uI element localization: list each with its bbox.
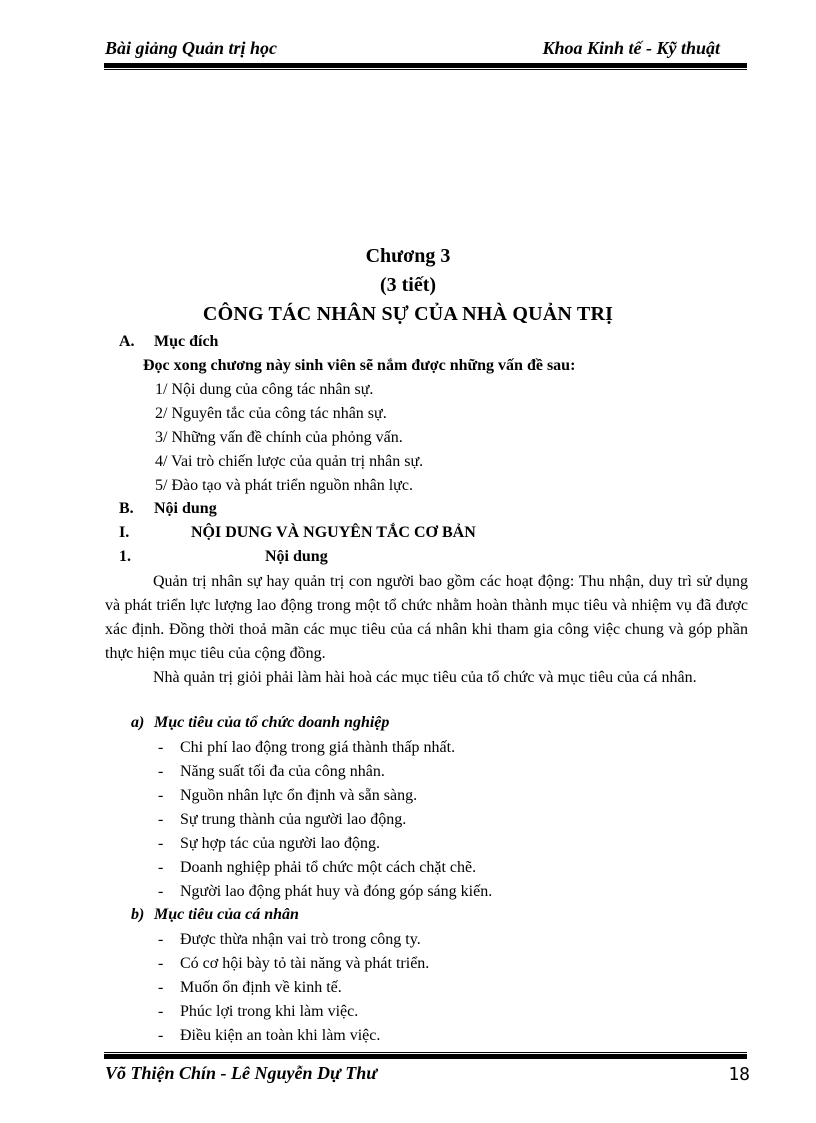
objective-item: 3/ Những vấn đề chính của phỏng vấn. [155, 429, 403, 446]
dash-bullet: - [158, 787, 164, 804]
footer-authors: Võ Thiện Chín - Lê Nguyễn Dự Thư [105, 1063, 378, 1083]
subsection-1-marker: 1. [119, 548, 131, 565]
dash-bullet: - [158, 835, 164, 852]
objective-item: 2/ Nguyên tắc của công tác nhân sự. [155, 405, 387, 422]
objective-item: 1/ Nội dung của công tác nhân sự. [155, 381, 374, 398]
list-item: Điều kiện an toàn khi làm việc. [180, 1027, 381, 1044]
dash-bullet: - [158, 763, 164, 780]
section-a-marker: A. [119, 333, 135, 350]
chapter-number: Chương 3 [365, 245, 451, 267]
list-item: Chi phí lao động trong giá thành thấp nhất. [180, 739, 456, 756]
subsection-1-heading: Nội dung [265, 548, 328, 565]
list-b-heading: Mục tiêu của cá nhân [154, 906, 299, 923]
list-item: Doanh nghiệp phải tổ chức một cách chặt chẽ. [180, 859, 477, 876]
list-item: Nguồn nhân lực ổn định và sẵn sàng. [180, 787, 418, 804]
list-item: Được thừa nhận vai trò trong công ty. [180, 931, 421, 948]
paragraph-text: Quản trị nhân sự hay quản trị con người bao gồm các hoạt động: Thu nhận, duy trì sử dụng và phát triển lực lượng lao động trong một tổ chức nhằm hoàn thành mục tiêu và nhiệm vụ đã được xác định. Đồng thời thoả mãn các mục tiêu của cá nhân khi tham gia công việc chung và góp phần thực hiện mục tiêu của cộng đồng. [105, 573, 748, 662]
body-paragraph-1 [105, 570, 748, 666]
part-i-heading: NỘI DUNG VÀ NGUYÊN TẮC CƠ BẢN [191, 524, 476, 541]
paragraph-text: Nhà quản trị giỏi phải làm hài hoà các mục tiêu của tổ chức và mục tiêu của cá nhân. [153, 669, 697, 686]
part-i-marker: I. [119, 524, 130, 541]
section-b-marker: B. [119, 500, 134, 517]
dash-bullet: - [158, 859, 164, 876]
header-divider-thick [104, 63, 747, 68]
body-paragraph-2 [105, 666, 748, 690]
list-item: Có cơ hội bày tỏ tài năng và phát triển. [180, 955, 430, 972]
objective-item: 5/ Đào tạo và phát triển nguồn nhân lực. [155, 477, 413, 494]
dash-bullet: - [158, 931, 164, 948]
list-item: Muốn ổn định về kinh tế. [180, 979, 342, 996]
header-faculty: Khoa Kinh tế - Kỹ thuật [542, 38, 720, 58]
dash-bullet: - [158, 883, 164, 900]
list-a-marker: a) [131, 714, 145, 731]
list-item: Người lao động phát huy và đóng góp sáng kiến. [180, 883, 493, 900]
list-a-heading: Mục tiêu của tổ chức doanh nghiệp [154, 714, 390, 731]
page-number: 18 [728, 1064, 750, 1085]
list-item: Năng suất tối đa của công nhân. [180, 763, 385, 780]
dash-bullet: - [158, 979, 164, 996]
dash-bullet: - [158, 739, 164, 756]
chapter-periods: (3 tiết) [379, 274, 437, 296]
list-b-marker: b) [131, 906, 145, 923]
section-a-intro: Đọc xong chương này sinh viên sẽ nắm được những vấn đề sau: [143, 357, 576, 374]
objective-item: 4/ Vai trò chiến lược của quản trị nhân sự. [155, 453, 424, 470]
dash-bullet: - [158, 811, 164, 828]
list-item: Sự trung thành của người lao động. [180, 811, 407, 828]
chapter-title: CÔNG TÁC NHÂN SỰ CỦA NHÀ QUẢN TRỊ [202, 303, 614, 325]
footer-divider-thick [104, 1054, 747, 1059]
section-b-heading: Nội dung [154, 500, 217, 517]
list-item: Phúc lợi trong khi làm việc. [180, 1003, 359, 1020]
footer-divider-thin [104, 1052, 747, 1053]
dash-bullet: - [158, 1003, 164, 1020]
header-divider-thin [104, 69, 747, 70]
section-a-heading: Mục đích [154, 333, 219, 350]
header-course-title: Bài giảng Quản trị học [105, 38, 278, 58]
dash-bullet: - [158, 1027, 164, 1044]
dash-bullet: - [158, 955, 164, 972]
list-item: Sự hợp tác của người lao động. [180, 835, 381, 852]
